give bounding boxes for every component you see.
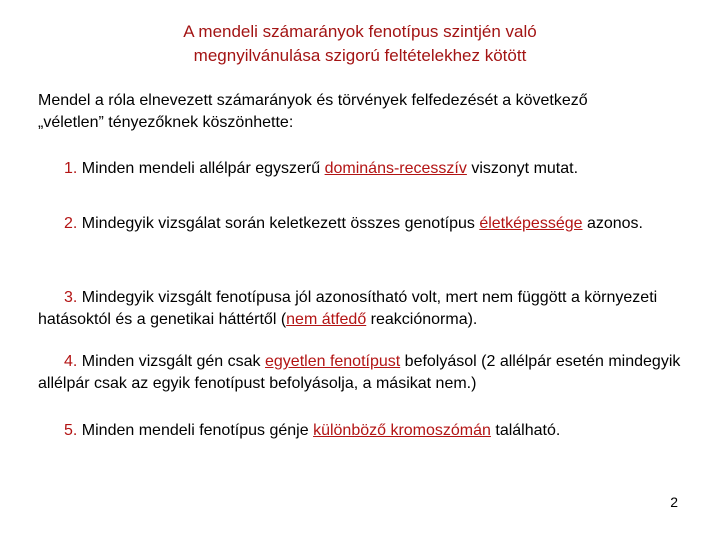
intro-line-2: „véletlen” tényezőknek köszönhette: <box>38 114 294 131</box>
list-item-2 <box>38 213 688 235</box>
item-highlight: életképessége <box>479 215 583 232</box>
title-line-2: megnyilvánulása szigorú feltételekhez kötött <box>193 46 527 65</box>
item-text: Minden vizsgált gén csak <box>77 353 265 370</box>
intro-paragraph <box>38 90 688 134</box>
title-line-1: A mendeli számarányok fenotípus szintjén való <box>183 22 537 41</box>
item-highlight: egyetlen fenotípust <box>265 353 401 370</box>
item-text: található. <box>490 422 561 439</box>
page-number: 2 <box>670 494 678 510</box>
item-number: 2. <box>64 215 78 232</box>
list-item-4 <box>38 351 688 395</box>
item-text: Minden mendeli fenotípus génje <box>77 422 314 439</box>
item-number: 1. <box>64 160 78 177</box>
item-text: befolyásol (2 allélpár esetén mindegyik allélpár csak az egyik fenotípust befolyásolja, a másikat nem.) <box>38 353 681 392</box>
item-number: 3. <box>64 289 78 306</box>
item-number: 4. <box>64 353 78 370</box>
item-text: viszonyt mutat. <box>466 160 579 177</box>
item-text: Mindegyik vizsgálat során keletkezett összes genotípus <box>77 215 480 232</box>
slide-title <box>0 20 720 68</box>
item-text: Minden mendeli allélpár egyszerű <box>77 160 325 177</box>
item-highlight: különböző kromoszómán <box>313 422 491 439</box>
item-highlight: domináns-recesszív <box>324 160 467 177</box>
list-item-3 <box>38 287 688 331</box>
item-highlight: nem átfedő <box>286 311 367 328</box>
list-item-5 <box>38 420 688 442</box>
item-text: azonos. <box>582 215 643 232</box>
item-number: 5. <box>64 422 78 439</box>
intro-line-1: Mendel a róla elnevezett számarányok és törvények felfedezését a következő <box>38 92 588 109</box>
item-text: reakciónorma). <box>366 311 478 328</box>
list-item-1 <box>38 158 688 180</box>
item-text: Mindegyik vizsgált fenotípusa jól azonosítható volt, mert nem függött a környezeti hatásoktól és a genetikai háttértől ( <box>38 289 658 328</box>
